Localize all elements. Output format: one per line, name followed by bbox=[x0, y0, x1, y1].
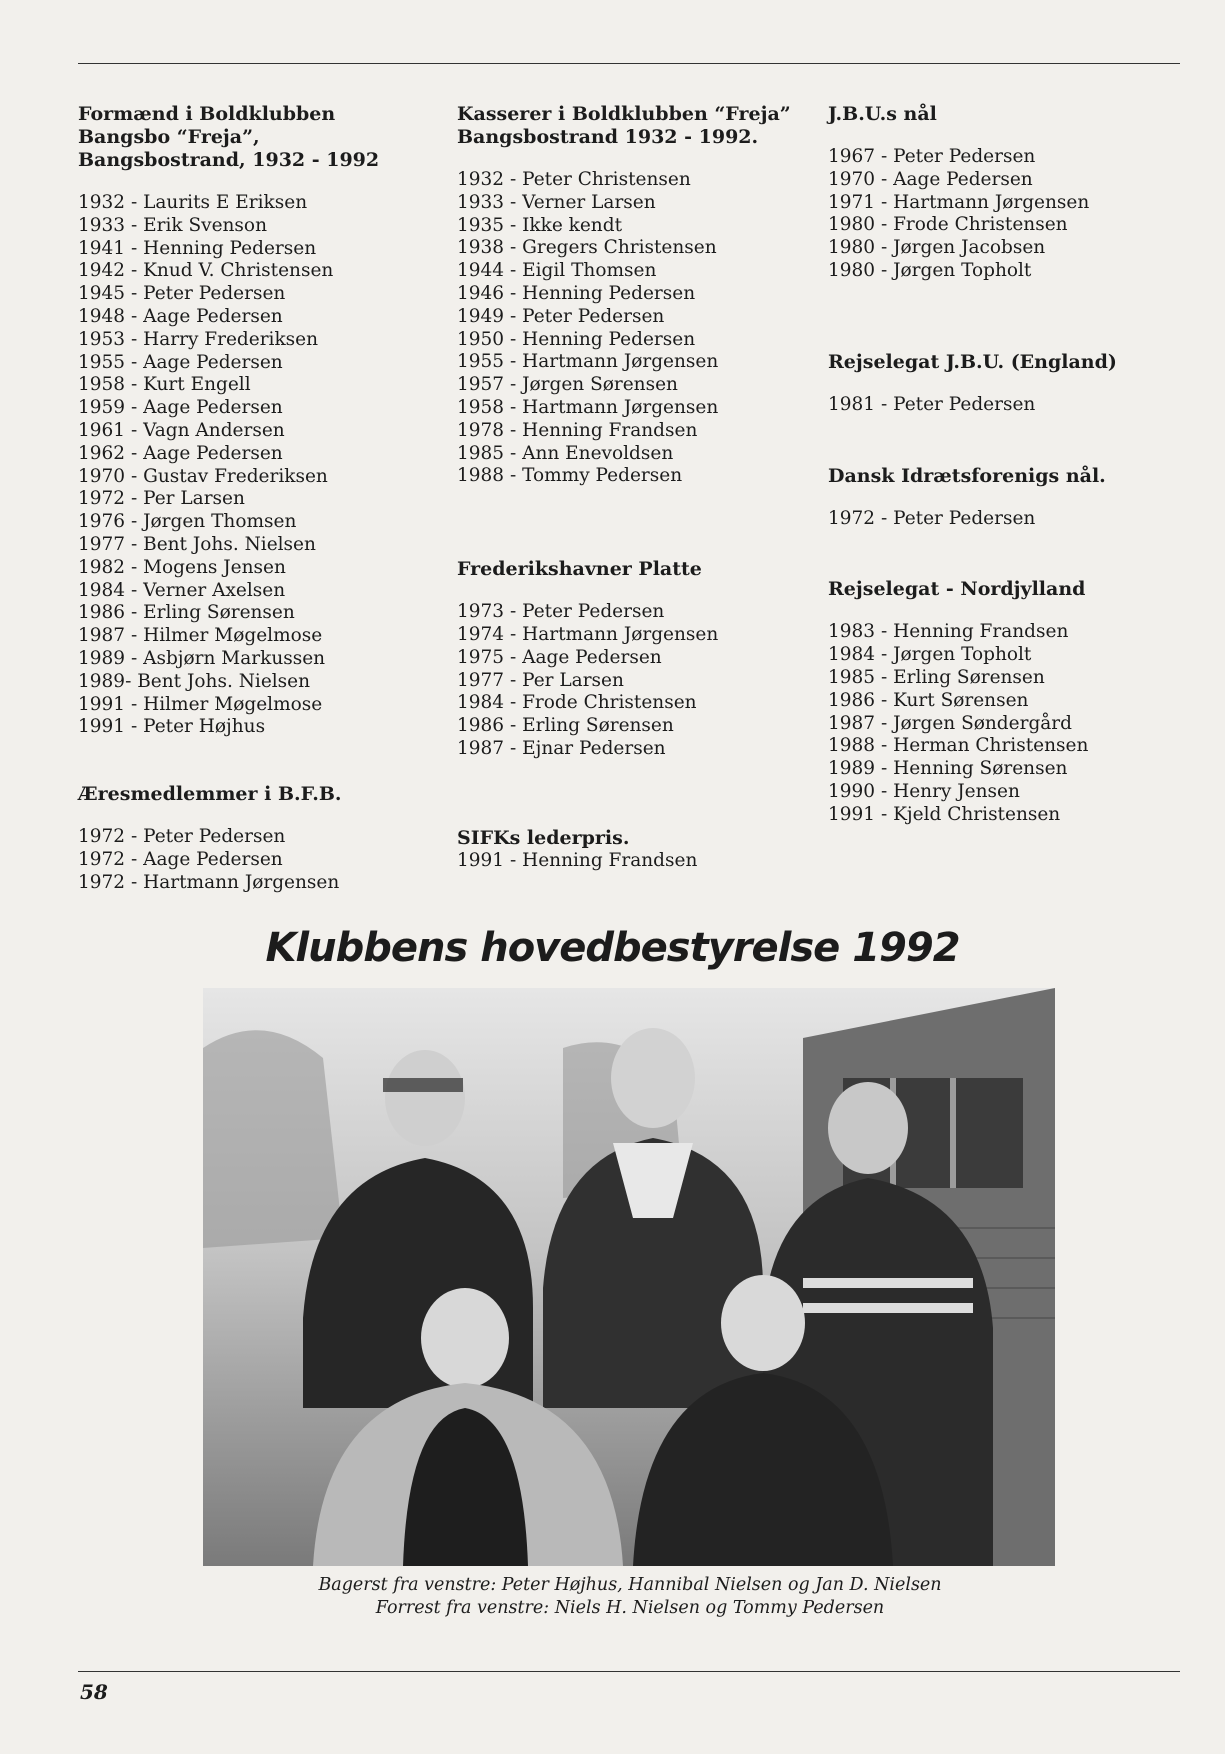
top-rule bbox=[78, 63, 1180, 64]
list-item: 1972 - Peter Pedersen bbox=[828, 507, 1036, 529]
kasserer-heading: Kasserer i Boldklubben “Freja” Bangsbostrand 1932 - 1992. bbox=[457, 103, 791, 148]
list-item: 1959 - Aage Pedersen bbox=[78, 397, 283, 419]
list-item: 1977 - Bent Johs. Nielsen bbox=[78, 533, 316, 555]
list-item: 1949 - Peter Pedersen bbox=[457, 305, 665, 327]
list-item: 1944 - Eigil Thomsen bbox=[457, 260, 657, 282]
list-item: 1948 - Aage Pedersen bbox=[78, 305, 283, 327]
list-item: 1932 - Peter Christensen bbox=[457, 169, 691, 190]
list-item: 1988 - Tommy Pedersen bbox=[457, 465, 683, 487]
formaend-list bbox=[78, 192, 438, 739]
list-item: 1971 - Hartmann Jørgensen bbox=[828, 191, 1090, 213]
column-left bbox=[78, 103, 438, 895]
list-item: 1958 - Hartmann Jørgensen bbox=[457, 396, 719, 418]
list-item: 1972 - Peter Pedersen bbox=[78, 826, 286, 848]
list-item: 1990 - Henry Jensen bbox=[828, 780, 1020, 802]
list-item: 1974 - Hartmann Jørgensen bbox=[457, 623, 719, 645]
list-item: 1972 - Hartmann Jørgensen bbox=[78, 871, 340, 893]
kasserer-list bbox=[457, 169, 817, 488]
list-item: 1985 - Erling Sørensen bbox=[828, 666, 1045, 688]
dif-heading: Dansk Idrætsforenigs nål. bbox=[828, 464, 1106, 487]
nordjylland-list bbox=[828, 621, 1188, 826]
list-item: 1986 - Erling Sørensen bbox=[457, 715, 674, 737]
formaend-heading: Formænd i Boldklubben Bangsbo “Freja”, Bangsbostrand, 1932 - 1992 bbox=[78, 103, 380, 171]
list-item: 1938 - Gregers Christensen bbox=[457, 237, 717, 259]
list-item: 1955 - Aage Pedersen bbox=[78, 351, 283, 373]
list-item: 1986 - Erling Sørensen bbox=[78, 602, 295, 624]
list-item: 1987 - Ejnar Pedersen bbox=[457, 737, 666, 759]
nordjylland-heading: Rejselegat - Nordjylland bbox=[828, 578, 1086, 601]
list-item: 1950 - Henning Pedersen bbox=[457, 328, 696, 350]
list-item: 1976 - Jørgen Thomsen bbox=[78, 511, 297, 533]
list-item: 1989- Bent Johs. Nielsen bbox=[78, 670, 311, 692]
list-item: 1972 - Per Larsen bbox=[78, 488, 245, 510]
list-item: 1987 - Hilmer Møgelmose bbox=[78, 625, 323, 647]
list-item: 1958 - Kurt Engell bbox=[78, 374, 251, 396]
list-item: 1941 - Henning Pedersen bbox=[78, 237, 317, 259]
jbu-heading: J.B.U.s nål bbox=[828, 103, 937, 125]
list-item: 1933 - Erik Svenson bbox=[78, 214, 267, 236]
list-item: 1945 - Peter Pedersen bbox=[78, 283, 286, 305]
list-item: 1991 - Kjeld Christensen bbox=[828, 803, 1061, 825]
list-item: 1988 - Herman Christensen bbox=[828, 735, 1089, 757]
list-item: 1942 - Knud V. Christensen bbox=[78, 260, 334, 282]
list-item: 1962 - Aage Pedersen bbox=[78, 442, 283, 464]
platte-list bbox=[457, 601, 817, 761]
list-item: 1980 - Frode Christensen bbox=[828, 214, 1068, 236]
list-item: 1946 - Henning Pedersen bbox=[457, 282, 696, 304]
list-item: 1989 - Henning Sørensen bbox=[828, 758, 1068, 780]
list-item: 1984 - Verner Axelsen bbox=[78, 579, 286, 601]
list-item: 1982 - Mogens Jensen bbox=[78, 556, 286, 578]
aeresmedlemmer-heading: Æresmedlemmer i B.F.B. bbox=[78, 783, 342, 806]
sifk-list bbox=[457, 850, 817, 873]
list-item: 1980 - Jørgen Jacobsen bbox=[828, 237, 1046, 259]
dif-list bbox=[828, 508, 1188, 531]
england-heading: Rejselegat J.B.U. (England) bbox=[828, 350, 1117, 373]
list-item: 1991 - Henning Frandsen bbox=[457, 849, 698, 871]
list-item: 1961 - Vagn Andersen bbox=[78, 419, 285, 441]
list-item: 1935 - Ikke kendt bbox=[457, 214, 623, 236]
list-item: 1953 - Harry Frederiksen bbox=[78, 328, 319, 350]
list-item: 1970 - Aage Pedersen bbox=[828, 168, 1033, 190]
list-item: 1984 - Frode Christensen bbox=[457, 692, 697, 714]
list-item: 1981 - Peter Pedersen bbox=[828, 393, 1036, 415]
photo-title: Klubbens hovedbestyrelse 1992 bbox=[265, 925, 960, 971]
list-item: 1972 - Aage Pedersen bbox=[78, 848, 283, 870]
group-photo bbox=[203, 988, 1055, 1566]
list-item: 1977 - Per Larsen bbox=[457, 669, 624, 691]
list-item: 1973 - Peter Pedersen bbox=[457, 601, 665, 623]
list-item: 1980 - Jørgen Topholt bbox=[828, 259, 1032, 281]
list-item: 1975 - Aage Pedersen bbox=[457, 646, 662, 668]
list-item: 1955 - Hartmann Jørgensen bbox=[457, 351, 719, 373]
list-item: 1978 - Henning Frandsen bbox=[457, 419, 698, 441]
list-item: 1933 - Verner Larsen bbox=[457, 191, 656, 213]
list-item: 1989 - Asbjørn Markussen bbox=[78, 647, 326, 669]
list-item: 1932 - Laurits E Eriksen bbox=[78, 192, 308, 213]
sifk-heading: SIFKs lederpris. bbox=[457, 826, 630, 849]
list-item: 1991 - Hilmer Møgelmose bbox=[78, 693, 323, 715]
list-item: 1986 - Kurt Sørensen bbox=[828, 689, 1029, 711]
list-item: 1987 - Jørgen Søndergård bbox=[828, 712, 1072, 734]
group-photo-image bbox=[203, 988, 1055, 1566]
list-item: 1985 - Ann Enevoldsen bbox=[457, 442, 674, 464]
list-item: 1983 - Henning Frandsen bbox=[828, 621, 1069, 643]
bottom-rule bbox=[78, 1671, 1180, 1672]
list-item: 1991 - Peter Højhus bbox=[78, 716, 266, 738]
list-item: 1984 - Jørgen Topholt bbox=[828, 644, 1032, 666]
list-item: 1957 - Jørgen Sørensen bbox=[457, 374, 678, 396]
page-number: 58 bbox=[80, 1680, 108, 1704]
list-item: 1967 - Peter Pedersen bbox=[828, 146, 1036, 167]
platte-heading: Frederikshavner Platte bbox=[457, 558, 702, 581]
column-middle bbox=[457, 103, 817, 873]
england-list bbox=[828, 394, 1188, 417]
jbu-list bbox=[828, 146, 1188, 283]
aeresmedlemmer-list bbox=[78, 826, 438, 894]
column-right bbox=[828, 103, 1188, 827]
photo-caption: Bagerst fra venstre: Peter Højhus, Hannibal Nielsen og Jan D. Nielsen Forrest fra venstre: Niels H. Nielsen og Tommy Pedersen bbox=[318, 1575, 942, 1618]
list-item: 1970 - Gustav Frederiksen bbox=[78, 465, 328, 487]
